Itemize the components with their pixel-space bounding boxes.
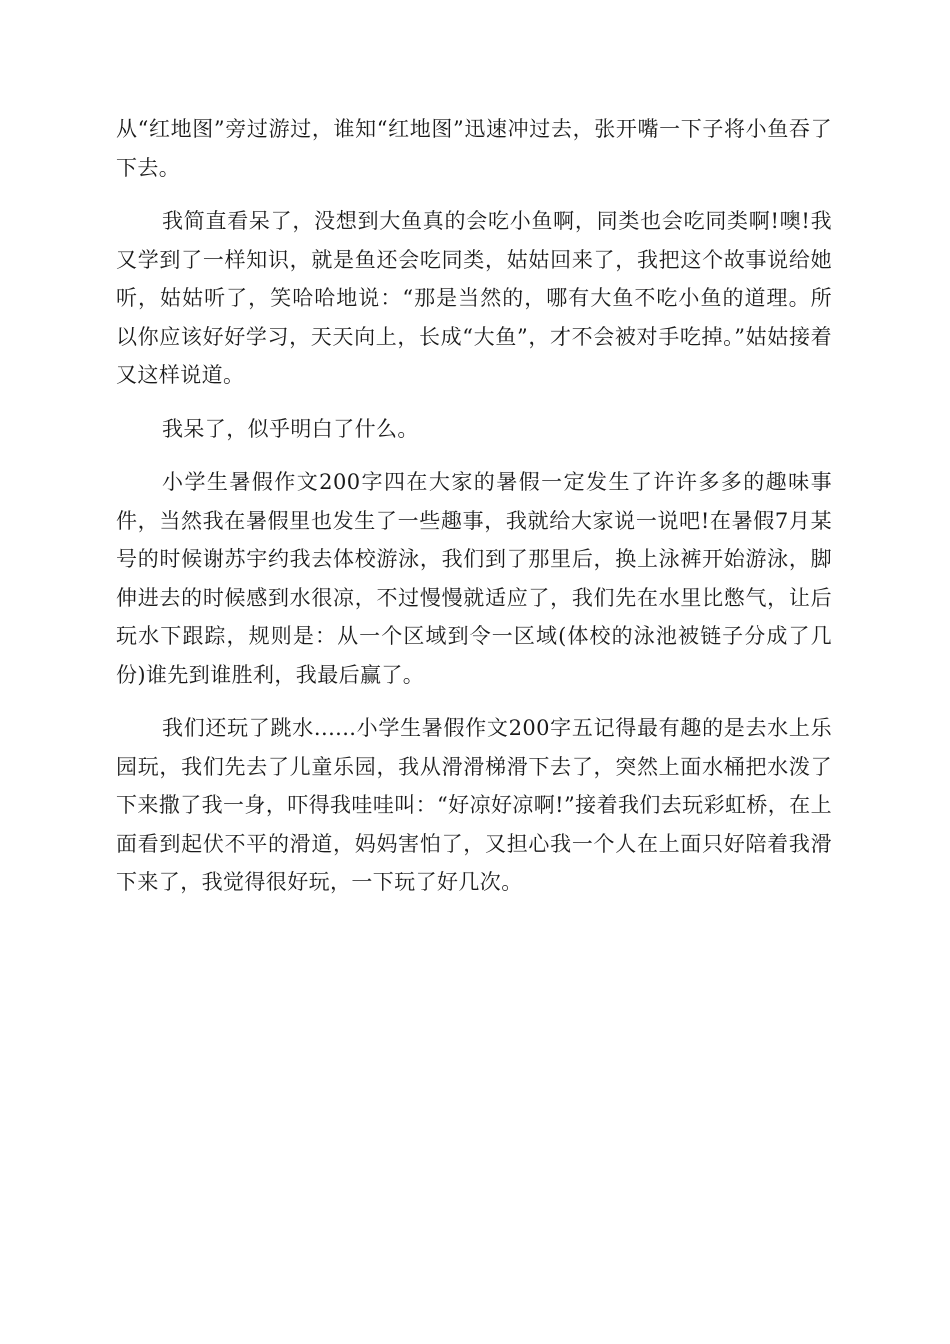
paragraph: 小学生暑假作文200字四在大家的暑假一定发生了许许多多的趣味事件，当然我在暑假里也发生了一些趣事，我就给大家说一说吧!在暑假7月某号的时候谢苏宇约我去体校游泳，我们到了那里后，换上泳裤开始游泳，脚伸进去的时候感到水很凉，不过慢慢就适应了，我们先在水里比憋气，让后玩水下跟踪，规则是：从一个区域到令一区域(体校的泳池被链子分成了几份)谁先到谁胜利，我最后赢了。 [116,470,832,687]
paragraph-continuation: 从“红地图”旁过游过，谁知“红地图”迅速冲过去，张开嘴一下子将小鱼吞了下去。 [116,117,832,180]
paragraph: 我简直看呆了，没想到大鱼真的会吃小鱼啊，同类也会吃同类啊!噢!我又学到了一样知识，就是鱼还会吃同类，姑姑回来了，我把这个故事说给她听，姑姑听了，笑哈哈地说：“那是当然的，哪有大鱼不吃小鱼的道理。所以你应该好好学习，天天向上，长成“大鱼”，才不会被对手吃掉。”姑姑接着又这样说道。 [116,209,832,387]
document-body [116,110,832,917]
paragraph: 我呆了，似乎明白了什么。 [162,416,419,441]
paragraph: 我们还玩了跳水......小学生暑假作文200字五记得最有趣的是去水上乐园玩，我们先去了儿童乐园，我从滑滑梯滑下去了，突然上面水桶把水泼了下来撒了我一身，吓得我哇哇叫：“好凉好凉啊!”接着我们去玩彩虹桥，在上面看到起伏不平的滑道，妈妈害怕了，又担心我一个人在上面只好陪着我滑下来了，我觉得很好玩，一下玩了好几次。 [116,716,832,894]
